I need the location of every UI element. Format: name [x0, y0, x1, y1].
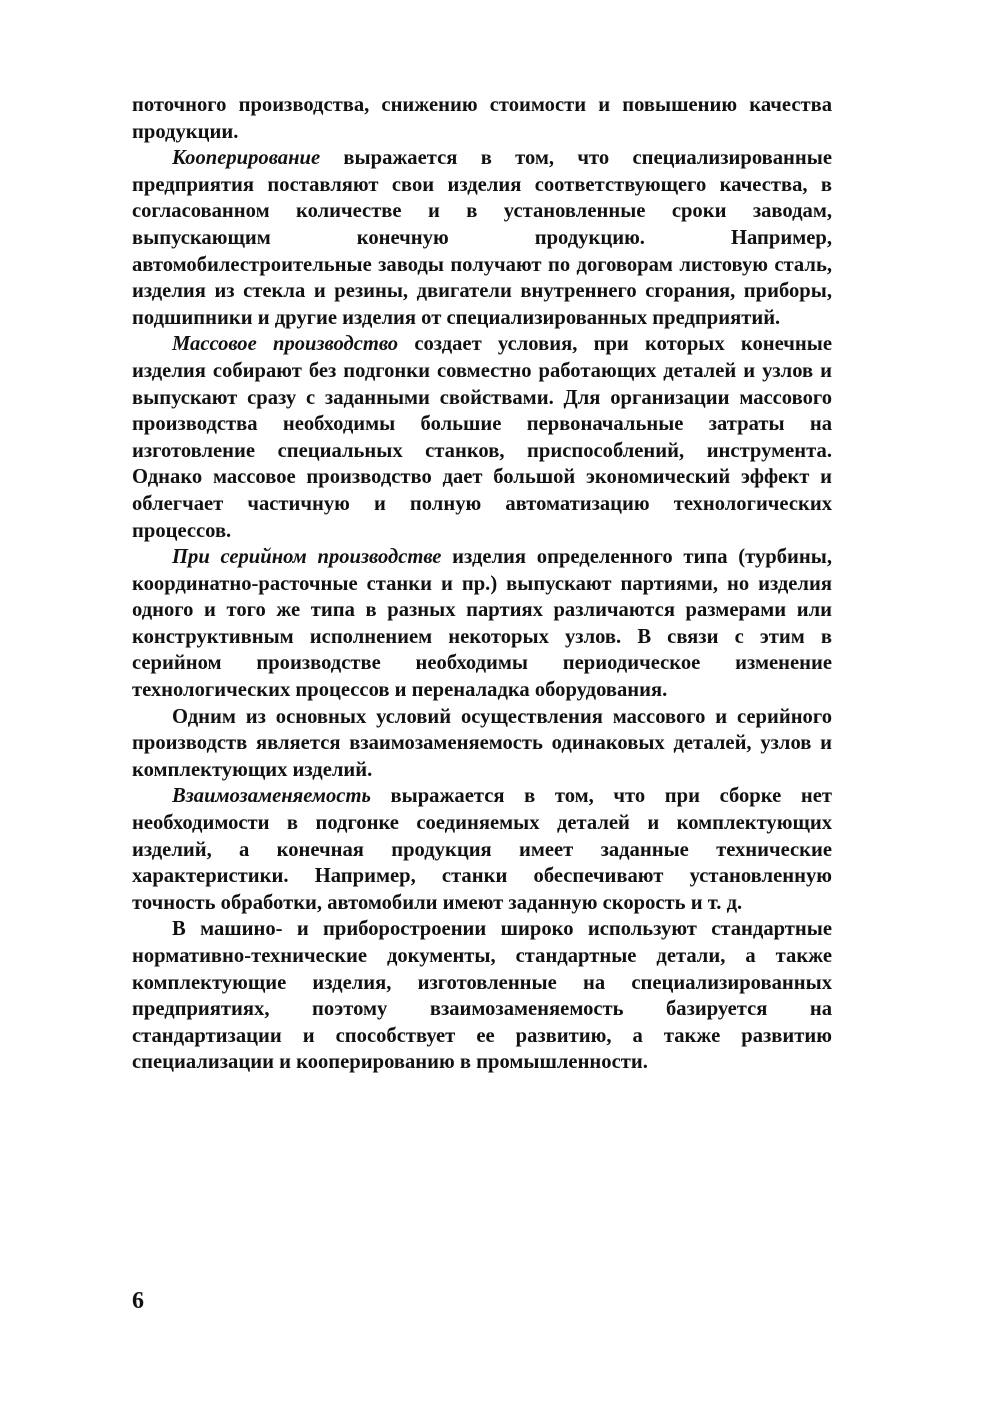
paragraph-text: поточного производства, снижению стоимости и повышению качества продукции. — [132, 94, 832, 143]
page-number: 6 — [132, 1288, 144, 1314]
paragraph-text: выражается в том, что специализированные предприятия поставляют свои изделия соответствующего качества, в согласованном количестве и в установленные сроки заводам, выпускающим конечную продукцию. Например, автомобилестроительные заводы получают по договорам листовую сталь, изделия из стекла и резины, двигатели внутреннего сгорания, приборы, подшипники и другие изделия от специализированных предприятий. — [132, 147, 832, 329]
paragraph-serial-production — [132, 544, 832, 704]
term-mass-production: Массовое производство — [172, 333, 399, 356]
term-cooperation: Кооперирование — [172, 147, 321, 170]
paragraph-0 — [132, 92, 832, 145]
paragraph-standardization — [132, 916, 832, 1076]
paragraph-text: изделия определенного типа (турбины, координатно-расточные станки и пр.) выпускают партиями, но изделия одного и того же типа в разных партиях различаются размерами или конструктивным исполнением некоторых узлов. В связи с этим в серийном производстве необходимы периодическое изменение технологических процессов и переналадка оборудования. — [132, 546, 832, 702]
paragraph-interchangeability — [132, 783, 832, 916]
paragraph-mass-production — [132, 331, 832, 544]
paragraph-text: Одним из основных условий осуществления массового и серийного производств является взаимозаменяемость одинаковых деталей, узлов и комплектующих изделий. — [132, 705, 832, 781]
paragraph-conditions — [132, 704, 832, 784]
paragraph-text: В машино- и приборостроении широко используют стандартные нормативно-технические документы, стандартные детали, а также комплектующие изделия, изготовленные на специализированных предприятиях, поэтому взаимозаменяемость базируется на стандартизации и способствует ее развитию, а также развитию специализации и кооперированию в промышленности. — [132, 918, 832, 1074]
paragraph-cooperation — [132, 145, 832, 331]
term-interchangeability: Взаимозаменяемость — [172, 785, 371, 808]
term-serial-production: При серийном производстве — [172, 546, 442, 569]
page-body — [132, 92, 832, 1076]
paragraph-text: выражается в том, что при сборке нет необходимости в подгонке соединяемых деталей и комплектующих изделий, а конечная продукция имеет заданные технические характеристики. Например, станки обеспечивают установленную точность обработки, автомобили имеют заданную скорость и т. д. — [132, 785, 832, 914]
paragraph-text: создает условия, при которых конечные изделия собирают без подгонки совместно работающих деталей и узлов и выпускают сразу с заданными свойствами. Для организации массового производства необходимы большие первоначальные затраты на изготовление специальных станков, приспособлений, инструмента. Однако массовое производство дает большой экономический эффект и облегчает частичную и полную автоматизацию технологических процессов. — [132, 333, 832, 542]
